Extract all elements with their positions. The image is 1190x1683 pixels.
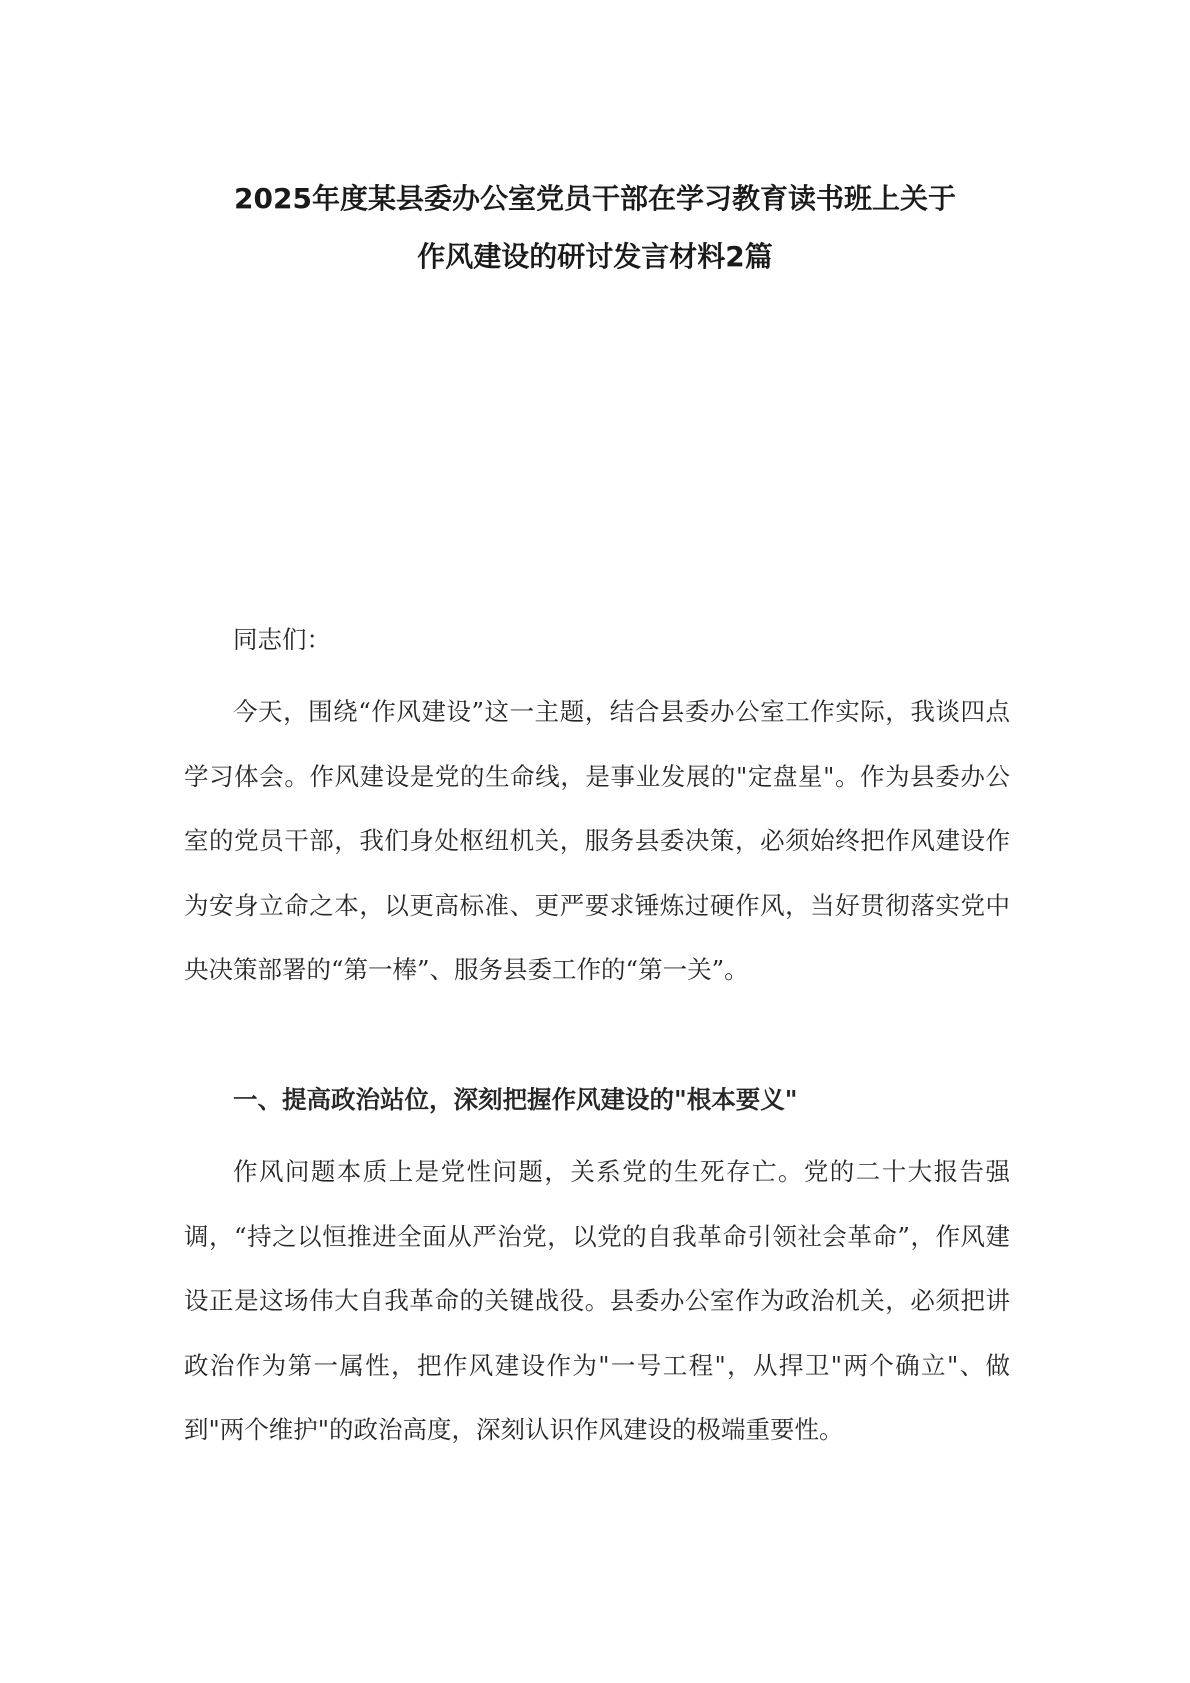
greeting-text: 同志们： xyxy=(233,625,331,654)
paragraph-block-2 xyxy=(184,1140,1010,1463)
section-heading-1: 一、提高政治站位，深刻把握作风建设的"根本要义" xyxy=(233,1085,798,1114)
paragraph-2: 作风问题本质上是党性问题，关系党的生死存亡。党的二十大报告强调，“持之以恒推进全面从严治党，以党的自我革命引领社会革命”，作风建设正是这场伟大自我革命的关键战役。县委办公室作为政治机关，必须把讲政治作为第一属性，把作风建设作为"一号工程"，从捍卫"两个确立"、做到"两个维护"的政治高度，深刻认识作风建设的极端重要性。 xyxy=(184,1157,1010,1444)
paragraph-block-1 xyxy=(184,680,1010,1003)
title-line-2: 作风建设的研讨发言材料2篇 xyxy=(417,240,773,273)
section-heading-block-1 xyxy=(184,1068,1010,1133)
paragraph-1: 今天，围绕“作风建设”这一主题，结合县委办公室工作实际，我谈四点学习体会。作风建设是党的生命线，是事业发展的"定盘星"。作为县委办公室的党员干部，我们身处枢纽机关，服务县委决策，必须始终把作风建设作为安身立命之本，以更高标准、更严要求锤炼过硬作风，当好贯彻落实党中央决策部署的“第一棒”、服务县委工作的“第一关”。 xyxy=(184,697,1010,984)
title-line-1: 2025年度某县委办公室党员干部在学习教育读书班上关于 xyxy=(234,182,956,215)
greeting-block xyxy=(184,608,1010,673)
document-title xyxy=(150,170,1040,286)
